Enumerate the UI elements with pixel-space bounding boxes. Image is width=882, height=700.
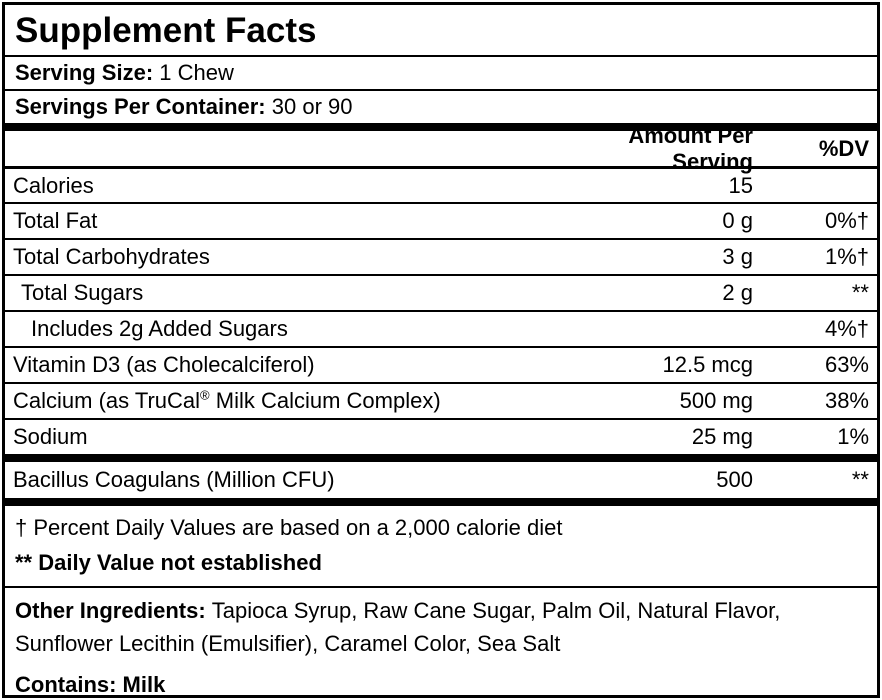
table-row-calcium <box>5 382 877 418</box>
nutrient-dv: ** <box>851 467 869 492</box>
serving-size-value: 1 Chew <box>153 60 234 85</box>
footnote-dv-not-established: ** Daily Value not established <box>15 550 322 575</box>
nutrient-amount: 500 mg <box>679 388 753 413</box>
page-title: Supplement Facts <box>15 11 317 50</box>
nutrient-name-part: Calcium (as TruCal <box>13 388 201 413</box>
nutrient-dv: 4%† <box>824 316 869 341</box>
footnotes-section <box>5 506 877 586</box>
nutrient-dv: 1%† <box>824 244 869 269</box>
nutrient-name: Vitamin D3 (as Cholecalciferol) <box>13 352 315 377</box>
table-row-sodium <box>5 418 877 454</box>
nutrient-name: Bacillus Coagulans (Million CFU) <box>13 467 335 492</box>
servings-per-container-value: 30 or 90 <box>265 94 353 119</box>
other-ingredients-list: Tapioca Syrup, Raw Cane Sugar, Palm Oil, Natural Flavor, Sunflower Lecithin (Emulsifier), Caramel Color, Sea Salt <box>15 598 781 656</box>
thick-rule <box>5 454 877 462</box>
table-row-total-carbohydrates <box>5 238 877 274</box>
table-row-calories <box>5 166 877 202</box>
table-header-row <box>5 122 877 174</box>
nutrient-amount: 500 <box>716 467 753 492</box>
nutrient-amount: 3 g <box>722 244 753 269</box>
allergen-text: Contains: Milk <box>15 672 166 697</box>
table-row-total-fat <box>5 202 877 238</box>
nutrient-amount: 12.5 mcg <box>662 352 753 377</box>
table-row-total-sugars <box>5 274 877 310</box>
footnote-daily-values: † Percent Daily Values are based on a 2,000 calorie diet <box>15 515 563 540</box>
nutrient-amount: 15 <box>728 172 753 198</box>
nutrient-name: Total Fat <box>13 208 98 233</box>
nutrient-name <box>13 388 553 414</box>
serving-size-line <box>5 57 877 89</box>
nutrient-amount: 25 mg <box>691 424 753 449</box>
nutrient-amount: 0 g <box>722 208 753 233</box>
serving-size-label: Serving Size: <box>15 60 154 85</box>
thick-rule <box>5 498 877 506</box>
header-dv: %DV <box>818 135 869 161</box>
nutrient-name: Total Sugars <box>21 280 144 305</box>
other-ingredients-label: Other Ingredients: <box>15 598 212 623</box>
allergen-statement <box>5 662 877 698</box>
nutrient-name: Total Carbohydrates <box>13 244 210 269</box>
nutrient-amount: 2 g <box>722 280 753 305</box>
nutrient-dv: 0%† <box>824 208 869 233</box>
nutrient-dv: 38% <box>824 388 869 413</box>
servings-per-container-line <box>5 91 877 123</box>
label-border-box <box>2 2 880 698</box>
nutrient-name: Sodium <box>13 424 88 449</box>
servings-per-container-label: Servings Per Container: <box>15 94 266 119</box>
table-row-added-sugars <box>5 310 877 346</box>
table-row-vitamin-d3 <box>5 346 877 382</box>
nutrient-dv: 63% <box>824 352 869 377</box>
registered-trademark-symbol: ® <box>200 387 210 403</box>
nutrient-name-part: Milk Calcium Complex) <box>209 388 441 413</box>
nutrient-dv: ** <box>851 280 869 305</box>
table-row-bacillus-coagulans <box>5 462 877 498</box>
nutrient-name: Includes 2g Added Sugars <box>31 316 288 341</box>
other-ingredients <box>5 588 877 662</box>
nutrient-name: Calories <box>13 172 94 198</box>
header-amount-per-serving: Amount Per Serving <box>628 122 753 174</box>
nutrient-dv: 1% <box>837 424 869 449</box>
